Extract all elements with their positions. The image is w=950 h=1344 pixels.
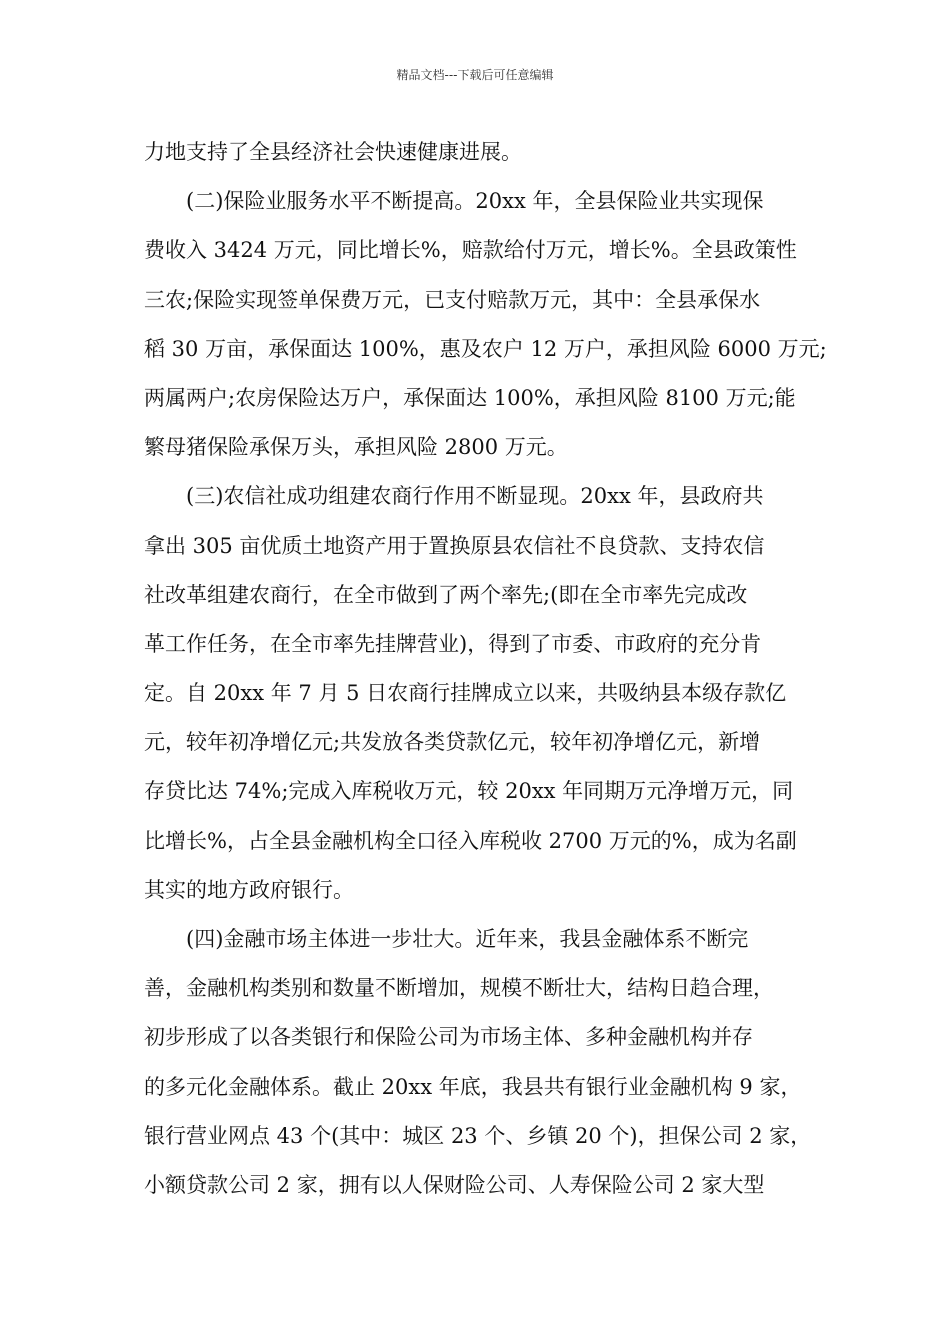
text-line: 的多元化金融体系。截止 20xx 年底，我县共有银行业金融机构 9 家， bbox=[144, 1074, 802, 1099]
text-line: 存贷比达 74%;完成入库税收万元，较 20xx 年同期万元净增万元，同 bbox=[144, 779, 794, 804]
paragraph-start-line: (三)农信社成功组建农商行作用不断显现。20xx 年，县政府共 bbox=[186, 484, 764, 509]
text-line: 比增长%，占全县金融机构全口径入库税收 2700 万元的%，成为名副 bbox=[144, 828, 797, 853]
paragraph-start-line: (二)保险业服务水平不断提高。20xx 年，全县保险业共实现保 bbox=[186, 189, 764, 214]
text-line: 其实的地方政府银行。 bbox=[144, 877, 354, 902]
text-line: 费收入 3424 万元，同比增长%，赔款给付万元，增长%。全县政策性 bbox=[144, 238, 797, 263]
text-line: 银行营业网点 43 个(其中：城区 23 个、乡镇 20 个)，担保公司 2 家， bbox=[144, 1123, 812, 1148]
page-header: 精品文档---下载后可任意编辑 bbox=[396, 68, 554, 82]
text-line: 社改革组建农商行，在全市做到了两个率先;(即在全市率先完成改 bbox=[144, 582, 748, 607]
text-line: 力地支持了全县经济社会快速健康进展。 bbox=[144, 140, 522, 164]
text-line: 元，较年初净增亿元;共发放各类贷款亿元，较年初净增亿元，新增 bbox=[144, 730, 761, 755]
text-line: 两属两户;农房保险达万户，承保面达 100%，承担风险 8100 万元;能 bbox=[144, 385, 796, 410]
text-line: 初步形成了以各类银行和保险公司为市场主体、多种金融机构并存 bbox=[144, 1025, 753, 1050]
text-line: 繁母猪保险承保万头，承担风险 2800 万元。 bbox=[144, 435, 568, 460]
text-line: 定。自 20xx 年 7 月 5 日农商行挂牌成立以来，共吸纳县本级存款亿 bbox=[144, 681, 787, 706]
text-line: 稻 30 万亩，承保面达 100%，惠及农户 12 万户，承担风险 6000 万元; bbox=[144, 336, 827, 361]
text-line: 小额贷款公司 2 家，拥有以人保财险公司、人寿保险公司 2 家大型 bbox=[144, 1172, 765, 1197]
text-line: 拿出 305 亩优质土地资产用于置换原县农信社不良贷款、支持农信 bbox=[144, 533, 765, 558]
paragraph-start-line: (四)金融市场主体进一步壮大。近年来，我县金融体系不断完 bbox=[186, 927, 749, 951]
text-line: 三农;保险实现签单保费万元，已支付赔款万元，其中：全县承保水 bbox=[144, 287, 761, 312]
document-body bbox=[144, 128, 827, 1210]
text-line: 革工作任务，在全市率先挂牌营业)，得到了市委、市政府的充分肯 bbox=[144, 631, 762, 656]
text-line: 善，金融机构类别和数量不断增加，规模不断壮大，结构日趋合理， bbox=[144, 976, 774, 1001]
